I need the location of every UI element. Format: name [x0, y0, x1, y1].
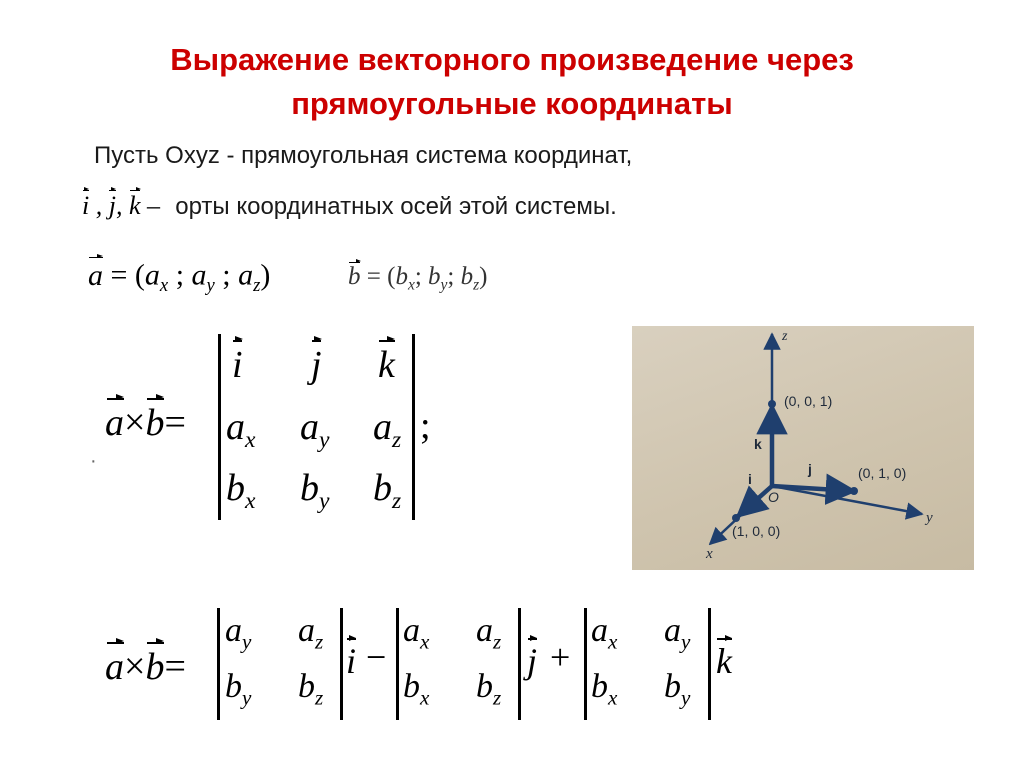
minor3-ay: $a_y$	[664, 612, 691, 654]
point-z-dot	[768, 400, 776, 408]
cross-product-lhs-2: a×b=	[105, 640, 186, 689]
point-z-label: (0, 0, 1)	[784, 393, 833, 409]
vector-a-coordinates: $a = (a_x$ ; $a_y$ ; $a_z$)	[88, 255, 270, 297]
minor1-ay: $a_y$	[225, 612, 252, 654]
axis-x-label: x	[706, 546, 713, 562]
point-y-dot	[850, 487, 858, 495]
point-x-dot	[732, 514, 740, 522]
expansion-k: k	[716, 636, 732, 682]
axis-z-label: z	[782, 329, 788, 344]
vector-b-coordinates: $b = (b_x$; $b_y$; $b_z$)	[348, 260, 488, 294]
coordinate-axes-photo	[632, 326, 974, 570]
intro-line-2: орты координатных осей этой системы.	[175, 193, 617, 221]
det-cell-az: $a_z$	[373, 406, 402, 454]
minor2-right-bar	[518, 608, 521, 720]
expansion-j: j	[527, 636, 537, 682]
minor3-right-bar	[708, 608, 711, 720]
minor2-az: $a_z$	[476, 612, 502, 654]
vector-i-label: i	[748, 471, 752, 487]
det-cell-bz: $b_z$	[373, 467, 402, 515]
det-cell-k: k	[378, 338, 395, 387]
det-right-bar	[412, 334, 415, 520]
expansion-i: i	[346, 636, 356, 682]
minor1-right-bar	[340, 608, 343, 720]
minor3-ax: $a_x$	[591, 612, 618, 654]
bullet-dot: ·	[90, 450, 97, 472]
point-x-label: (1, 0, 0)	[732, 523, 781, 539]
minor1-by: $b_y$	[225, 668, 252, 710]
det-terminator: ;	[420, 405, 431, 447]
det-cell-ay: $a_y$	[300, 406, 330, 454]
det-cell-ax: $a_x$	[226, 406, 256, 454]
minor2-ax: $a_x$	[403, 612, 430, 654]
minor2-bx: $b_x$	[403, 668, 430, 710]
expansion-plus: +	[550, 637, 571, 677]
vector-j-arrow	[772, 486, 854, 491]
slide-title	[0, 38, 1024, 126]
minor2-left-bar	[396, 608, 399, 720]
dash: –	[147, 191, 161, 221]
title-line-1: Выражение векторного произведение через	[170, 42, 854, 77]
unit-vectors-ijk: i , j, k	[82, 191, 147, 220]
title-line-2: прямоугольные координаты	[291, 86, 733, 121]
intro-line-1: Пусть Oxyz - прямоугольная система координат,	[94, 142, 633, 169]
minor3-bx: $b_x$	[591, 668, 618, 710]
minor1-az: $a_z$	[298, 612, 324, 654]
minor3-by: $b_y$	[664, 668, 691, 710]
unit-vectors-line	[82, 188, 617, 221]
origin-label: O	[768, 489, 779, 505]
vector-j-label: j	[808, 461, 812, 477]
expansion-minus: −	[366, 637, 387, 677]
point-y-label: (0, 1, 0)	[858, 465, 907, 481]
minor3-left-bar	[584, 608, 587, 720]
det-cell-i: i	[232, 338, 243, 387]
det-cell-bx: $b_x$	[226, 467, 256, 515]
det-left-bar	[218, 334, 221, 520]
minor2-bz: $b_z$	[476, 668, 502, 710]
det-cell-j: j	[311, 338, 322, 387]
vector-k-label: k	[754, 436, 762, 452]
minor1-bz: $b_z$	[298, 668, 324, 710]
vector-i-arrow	[738, 486, 772, 516]
axis-y-label: y	[926, 510, 933, 526]
det-cell-by: $b_y$	[300, 467, 330, 515]
minor1-left-bar	[217, 608, 220, 720]
cross-product-lhs-1: a×b=	[105, 396, 186, 445]
